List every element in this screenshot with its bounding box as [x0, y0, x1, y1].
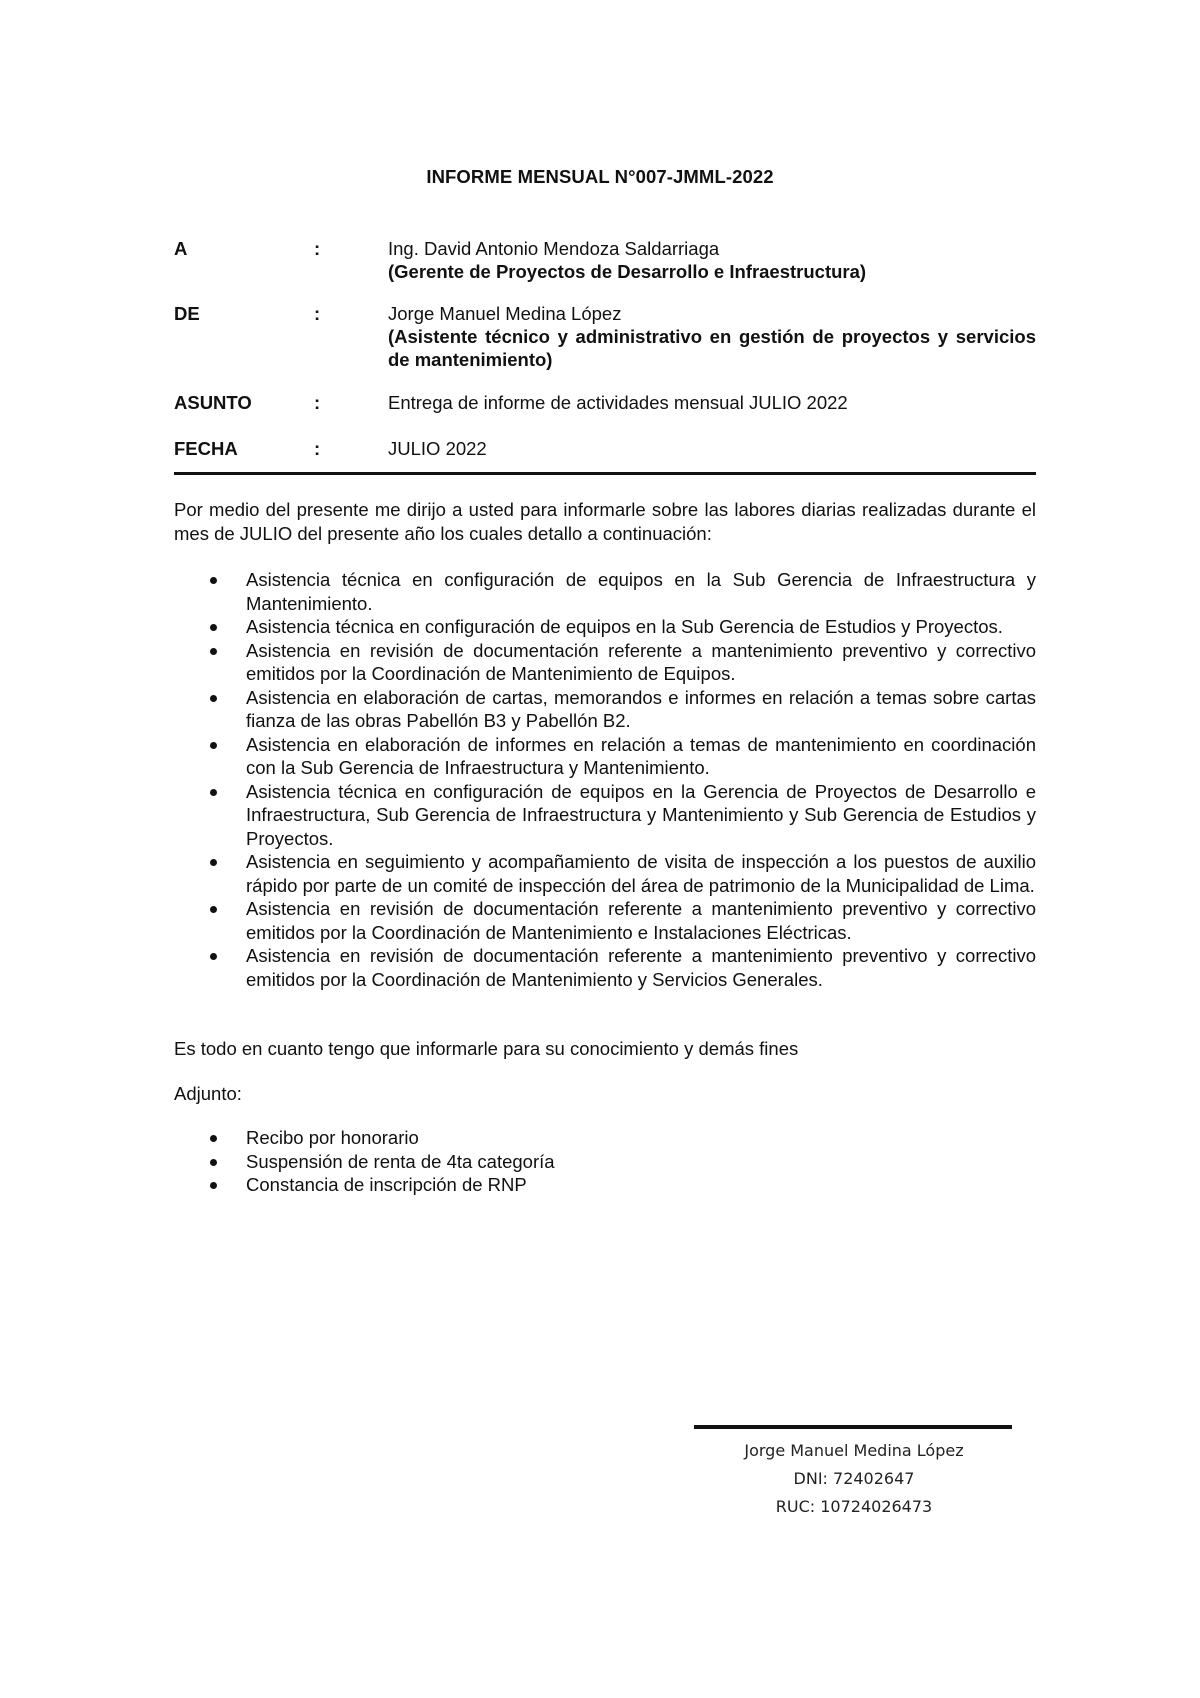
intro-paragraph: Por medio del presente me dirijo a usted para informarle sobre las labores diarias realizadas durante el mes de JULIO del presente año los cuales detallo a continuación: — [174, 499, 1036, 544]
bullet-icon — [210, 742, 217, 749]
signature-name: Jorge Manuel Medina López — [744, 1441, 964, 1460]
bullet-icon — [210, 1159, 217, 1166]
document-body — [174, 498, 1036, 1197]
attachment-text: Constancia de inscripción de RNP — [246, 1174, 527, 1195]
header-row-de — [174, 302, 1036, 371]
header-label-asunto: ASUNTO — [174, 392, 252, 413]
attachments-list — [174, 1126, 1036, 1197]
list-item — [174, 897, 1036, 944]
list-item — [174, 568, 1036, 615]
list-item — [174, 686, 1036, 733]
list-item — [174, 615, 1036, 639]
bullet-icon — [210, 906, 217, 913]
list-item — [174, 639, 1036, 686]
bullet-icon — [210, 953, 217, 960]
list-item — [174, 733, 1036, 780]
bullet-icon — [210, 624, 217, 631]
header-colon-fecha: : — [314, 438, 321, 459]
bullet-icon — [210, 789, 217, 796]
bullet-icon — [210, 648, 217, 655]
header-divider — [174, 472, 1036, 475]
list-item — [174, 1150, 1036, 1174]
list-item — [174, 1126, 1036, 1150]
list-item — [174, 780, 1036, 851]
activity-text: Asistencia en revisión de documentación referente a mantenimiento preventivo y correctivo emitidos por la Coordinación de Mantenimiento e Instalaciones Eléctricas. — [246, 898, 1036, 943]
header-colon-a: : — [314, 238, 321, 259]
header-label-a: A — [174, 238, 188, 259]
attachment-text: Suspensión de renta de 4ta categoría — [246, 1150, 555, 1172]
header-row-asunto — [174, 391, 1036, 414]
signature-block — [654, 1437, 1054, 1521]
closing-paragraph: Es todo en cuanto tengo que informarle para su conocimiento y demás fines — [174, 1038, 799, 1059]
header-label-de: DE — [174, 303, 200, 324]
activity-text: Asistencia técnica en configuración de equipos en la Gerencia de Proyectos de Desarrollo e Infraestructura, Sub Gerencia de Infraestructura y Mantenimiento y Sub Gerencia de Estudios y Proyectos. — [246, 780, 1036, 849]
header-label-fecha: FECHA — [174, 438, 238, 459]
bullet-icon — [210, 695, 217, 702]
bullet-icon — [210, 1182, 217, 1189]
activities-list — [174, 568, 1036, 991]
list-item — [174, 944, 1036, 991]
signature-dni: DNI: 72402647 — [793, 1469, 915, 1488]
document-title: INFORME MENSUAL N°007-JMML-2022 — [426, 166, 774, 187]
date-value: JULIO 2022 — [388, 438, 487, 459]
header-colon-de: : — [314, 303, 321, 324]
list-item — [174, 1173, 1036, 1197]
sender-name: Jorge Manuel Medina López — [388, 303, 622, 324]
header-row-a — [174, 237, 1036, 283]
header-colon-asunto: : — [314, 392, 321, 413]
activity-text: Asistencia en revisión de documentación referente a mantenimiento preventivo y correctivo emitidos por la Coordinación de Mantenimiento de Equipos. — [246, 639, 1036, 684]
header-value-a — [388, 237, 1036, 283]
recipient-name: Ing. David Antonio Mendoza Saldarriaga — [388, 238, 720, 259]
signature-line — [694, 1425, 1012, 1429]
attachments-label: Adjunto: — [174, 1082, 242, 1104]
attachment-text: Recibo por honorario — [246, 1127, 419, 1148]
header-row-fecha — [174, 437, 1036, 460]
subject-value: Entrega de informe de actividades mensual JULIO 2022 — [388, 392, 848, 413]
bullet-icon — [210, 577, 217, 584]
recipient-role: (Gerente de Proyectos de Desarrollo e Infraestructura) — [388, 261, 867, 282]
bullet-icon — [210, 859, 217, 866]
bullet-icon — [210, 1135, 217, 1142]
signature-ruc: RUC: 10724026473 — [775, 1497, 933, 1516]
list-item — [174, 850, 1036, 897]
activity-text: Asistencia técnica en configuración de equipos en la Sub Gerencia de Estudios y Proyectos. — [246, 616, 1003, 637]
sender-role: (Asistente técnico y administrativo en gestión de proyectos y servicios de mantenimiento) — [388, 326, 1036, 370]
memo-header — [174, 237, 1036, 460]
activity-text: Asistencia en elaboración de informes en relación a temas de mantenimiento en coordinación con la Sub Gerencia de Infraestructura y Mantenimiento. — [246, 733, 1036, 778]
header-value-de — [388, 302, 1036, 371]
activity-text: Asistencia en seguimiento y acompañamiento de visita de inspección a los puestos de auxilio rápido por parte de un comité de inspección del área de patrimonio de la Municipalidad de Lima. — [246, 851, 1036, 896]
activity-text: Asistencia técnica en configuración de equipos en la Sub Gerencia de Infraestructura y Mantenimiento. — [246, 569, 1036, 614]
activity-text: Asistencia en elaboración de cartas, memorandos e informes en relación a temas sobre cartas fianza de las obras Pabellón B3 y Pabellón B2. — [246, 686, 1036, 731]
activity-text: Asistencia en revisión de documentación referente a mantenimiento preventivo y correctivo emitidos por la Coordinación de Mantenimiento y Servicios Generales. — [246, 945, 1036, 990]
